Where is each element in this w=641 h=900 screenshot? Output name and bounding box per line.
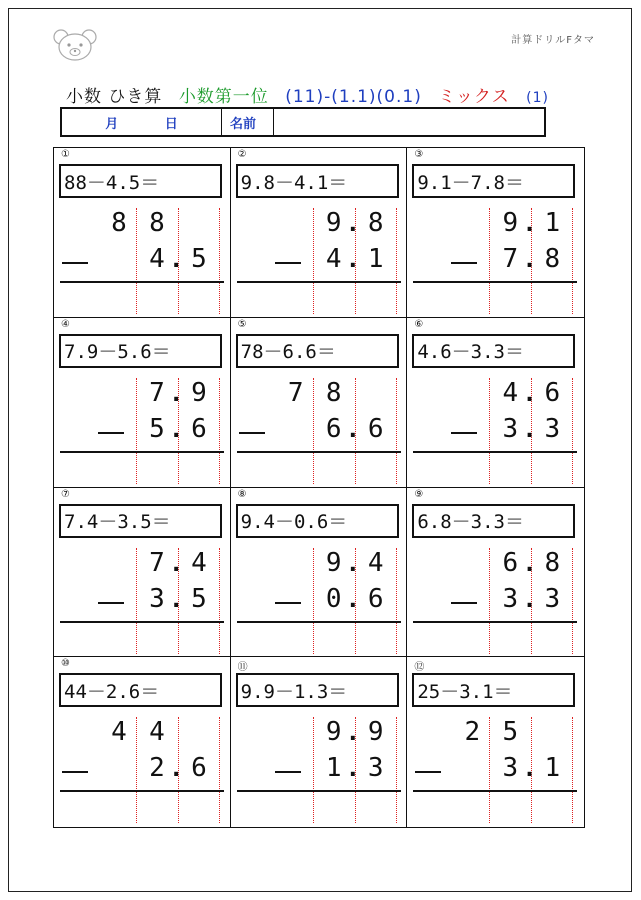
digit: 3 (544, 413, 561, 444)
decimal-point: . (525, 757, 534, 783)
digit: 6 (367, 413, 384, 444)
day-label: 日 (164, 116, 178, 132)
minus-sign (275, 771, 301, 773)
minus-sign (451, 602, 477, 604)
equation-box[interactable]: 9.1－7.8＝ (412, 164, 575, 198)
column-guide (489, 378, 490, 484)
column-guide (219, 717, 220, 823)
digit: 6 (367, 583, 384, 614)
column-guide (219, 378, 220, 484)
decimal-point: . (525, 417, 534, 443)
decimal-point: . (172, 757, 181, 783)
digit: 4 (325, 244, 342, 274)
problem-number: ⑪ (237, 662, 248, 674)
digit: 6 (191, 413, 207, 444)
problem-cell (407, 148, 584, 318)
digit: 1 (325, 753, 342, 784)
digit: 6 (544, 377, 561, 408)
column-guide (313, 208, 314, 314)
decimal-point: . (525, 587, 534, 613)
minus-sign (451, 262, 477, 264)
problem-cell (54, 657, 231, 827)
problem-cell (407, 318, 584, 488)
equation-box[interactable]: 9.4－0.6＝ (236, 504, 399, 538)
problem-cell (231, 318, 408, 488)
digit: 9 (325, 717, 342, 748)
digit: 6 (325, 413, 342, 444)
problem-cell (407, 488, 584, 658)
digit: 9 (191, 377, 207, 408)
minus-sign (239, 432, 265, 434)
brand-label: 計算ドリルFタマ (511, 35, 595, 46)
problem-cell (231, 488, 408, 658)
decimal-point: . (348, 757, 358, 783)
minus-sign (62, 771, 88, 773)
column-guide (313, 717, 314, 823)
equation-box[interactable]: 9.8－4.1＝ (236, 164, 399, 198)
digit: 4 (502, 377, 519, 408)
digit: 8 (149, 208, 165, 238)
column-guide (396, 378, 397, 484)
digit: 2 (464, 717, 481, 748)
digit: 3 (502, 413, 519, 444)
digit: 5 (191, 244, 207, 274)
decimal-point: . (525, 212, 534, 237)
problem-number: ⑧ (237, 488, 247, 500)
digit: 4 (367, 547, 384, 578)
equation-box[interactable]: 6.8－3.3＝ (412, 504, 575, 538)
column-guide (572, 548, 573, 654)
decimal-point: . (525, 551, 534, 577)
digit: 7 (149, 547, 165, 578)
digit: 4 (111, 717, 127, 748)
digit: 3 (544, 583, 561, 614)
problem-number: ⑫ (414, 662, 425, 674)
problem-number: ⑦ (61, 488, 70, 500)
name-date-box (60, 107, 546, 137)
decimal-point: . (348, 212, 358, 237)
equation-box[interactable]: 88－4.5＝ (59, 164, 222, 198)
minus-sign (415, 771, 441, 773)
column-guide (489, 548, 490, 654)
minus-sign (62, 262, 88, 264)
digit: 4 (149, 717, 165, 748)
column-guide (136, 208, 137, 314)
equation-box[interactable]: 7.9－5.6＝ (59, 334, 222, 368)
digit: 4 (191, 547, 207, 578)
decimal-point: . (172, 587, 181, 613)
digit: 8 (325, 377, 342, 408)
problem-number: ⑤ (237, 318, 247, 330)
column-guide (489, 717, 490, 823)
digit: 2 (149, 753, 165, 784)
answer-line (60, 281, 224, 283)
equation-box[interactable]: 25－3.1＝ (412, 673, 575, 707)
digit: 6 (191, 753, 207, 784)
digit: 9 (325, 208, 342, 238)
answer-line (237, 451, 401, 453)
digit: 9 (367, 717, 384, 748)
column-guide (396, 717, 397, 823)
digit: 3 (149, 583, 165, 614)
decimal-point: . (348, 417, 358, 443)
problem-number: ① (61, 149, 70, 160)
equation-box[interactable]: 9.9－1.3＝ (236, 673, 399, 707)
decimal-point: . (348, 721, 358, 747)
digit: 8 (544, 547, 561, 578)
problem-cell (54, 318, 231, 488)
column-guide (219, 548, 220, 654)
equation-box[interactable]: 44－2.6＝ (59, 673, 222, 707)
digit: 9 (502, 208, 519, 238)
decimal-point: . (348, 587, 358, 613)
digit: 6 (502, 547, 519, 578)
problem-number: ④ (61, 318, 70, 330)
decimal-point: . (172, 381, 181, 407)
title-part-3: (11)-(1.1)(0.1) (285, 87, 422, 107)
digit: 1 (544, 208, 561, 238)
digit: 8 (367, 208, 384, 238)
digit: 1 (544, 753, 561, 784)
column-guide (489, 208, 490, 314)
digit: 7 (149, 377, 165, 408)
digit: 8 (544, 244, 561, 274)
decimal-point: . (525, 381, 534, 407)
equation-box[interactable]: 4.6－3.3＝ (412, 334, 575, 368)
problem-number: ⑩ (61, 658, 70, 670)
digit: 5 (191, 583, 207, 614)
column-guide (396, 548, 397, 654)
column-guide (313, 548, 314, 654)
equation-box[interactable]: 7.4－3.5＝ (59, 504, 222, 538)
answer-line (413, 281, 577, 283)
decimal-point: . (348, 248, 358, 273)
column-guide (572, 717, 573, 823)
digit: 3 (502, 753, 519, 784)
digit: 5 (502, 717, 519, 748)
column-guide (136, 548, 137, 654)
minus-sign (275, 602, 301, 604)
digit: 7 (502, 244, 519, 274)
digit: 5 (149, 413, 165, 444)
column-guide (313, 378, 314, 484)
minus-sign (451, 432, 477, 434)
answer-line (237, 621, 401, 623)
month-label: 月 (105, 116, 119, 132)
problem-cell (231, 148, 408, 318)
digit: 3 (367, 753, 384, 784)
answer-line (237, 281, 401, 283)
column-guide (572, 208, 573, 314)
answer-line (413, 621, 577, 623)
problem-cell (54, 148, 231, 318)
answer-line (413, 790, 577, 792)
problem-number: ⑨ (414, 488, 424, 500)
bear-logo-icon (52, 28, 98, 62)
column-guide (136, 717, 137, 823)
digit: 8 (111, 208, 127, 238)
answer-line (60, 451, 224, 453)
title-part-4: ミックス (438, 87, 510, 107)
answer-line (60, 621, 224, 623)
column-guide (219, 208, 220, 314)
digit: 7 (287, 377, 304, 408)
problem-grid (53, 147, 585, 828)
problem-cell (231, 657, 408, 827)
column-guide (396, 208, 397, 314)
answer-line (237, 790, 401, 792)
date-field[interactable] (62, 109, 222, 135)
minus-sign (98, 602, 124, 604)
problem-cell (54, 488, 231, 658)
decimal-point: . (172, 417, 181, 443)
decimal-point: . (172, 248, 181, 273)
digit: 4 (149, 244, 165, 274)
digit: 9 (325, 547, 342, 578)
title-part-5: (1) (526, 90, 550, 106)
column-guide (136, 378, 137, 484)
minus-sign (275, 262, 301, 264)
answer-line (413, 451, 577, 453)
digit: 0 (325, 583, 342, 614)
title-part-2: 小数第一位 (178, 87, 269, 107)
problem-number: ⑥ (414, 318, 424, 330)
problem-number: ③ (414, 149, 424, 160)
digit: 3 (502, 583, 519, 614)
name-label: 名前 (222, 109, 274, 135)
answer-line (60, 790, 224, 792)
name-field[interactable] (274, 109, 544, 135)
worksheet-title (66, 82, 559, 107)
title-part-1: 小数 ひき算 (66, 87, 163, 107)
equation-box[interactable]: 78－6.6＝ (236, 334, 399, 368)
decimal-point: . (172, 551, 181, 577)
problem-cell (407, 657, 584, 827)
minus-sign (98, 432, 124, 434)
decimal-point: . (348, 551, 358, 577)
problem-number: ② (237, 149, 247, 160)
decimal-point: . (525, 248, 534, 273)
digit: 1 (367, 244, 384, 274)
column-guide (572, 378, 573, 484)
